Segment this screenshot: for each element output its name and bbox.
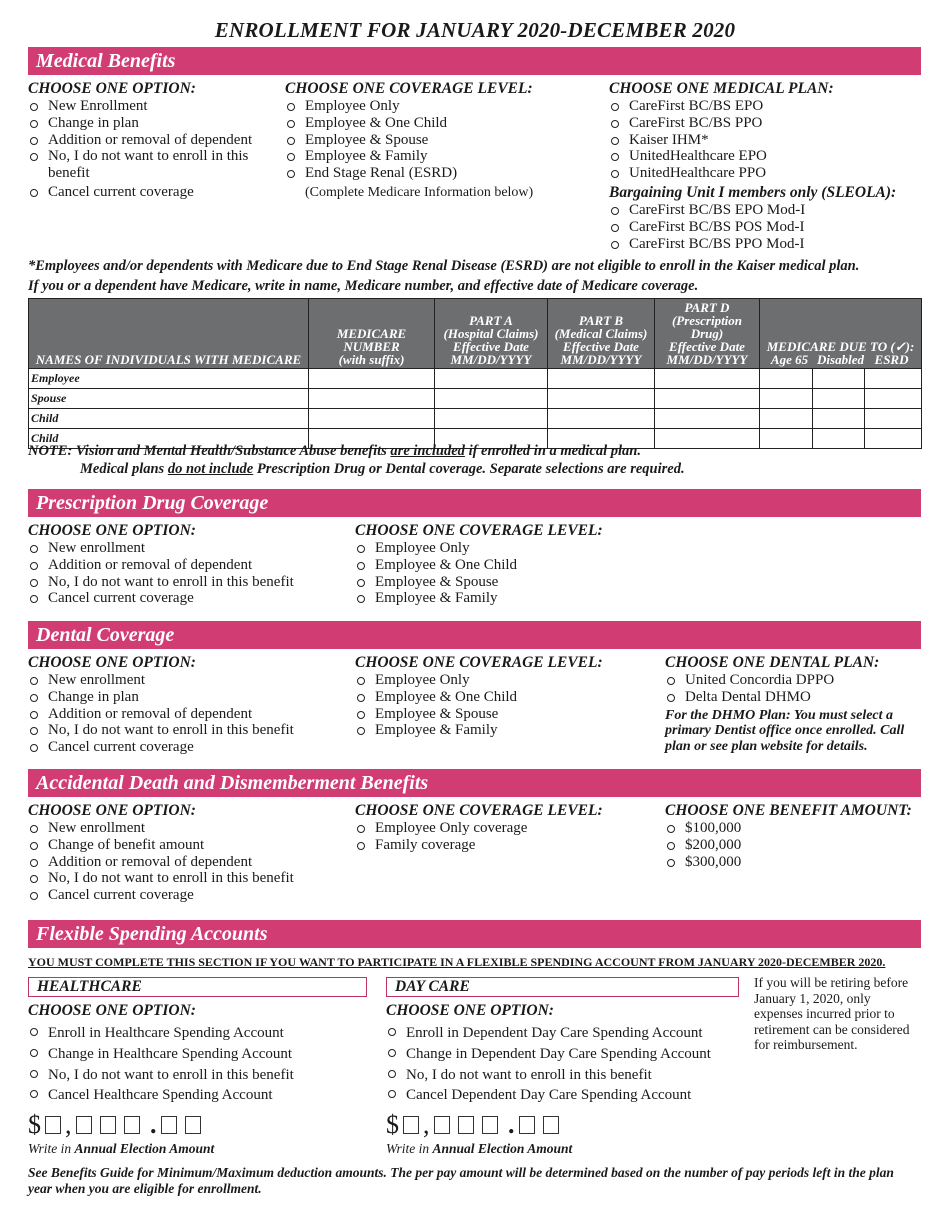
row-label-spouse: Spouse (29, 389, 309, 409)
add-option-new[interactable]: New enrollment (28, 820, 348, 837)
cell-input[interactable] (760, 389, 813, 409)
bargaining-heading: Bargaining Unit I members only (SLEOLA): (609, 183, 897, 201)
medicare-table (28, 298, 922, 449)
add-options (28, 802, 348, 904)
cell-input[interactable] (548, 369, 655, 389)
add-option-dependent[interactable]: Addition or removal of dependent (28, 854, 348, 871)
medical-levels (285, 80, 585, 201)
add-option-decline[interactable]: No, I do not want to enroll in this benefit (28, 870, 348, 887)
cell-input[interactable] (655, 369, 760, 389)
add-option-change[interactable]: Change of benefit amount (28, 837, 348, 854)
medical-level-esrd[interactable]: End Stage Renal (ESRD) (285, 165, 585, 182)
add-level-family[interactable]: Family coverage (355, 837, 655, 854)
plan-delta-dental[interactable]: Delta Dental DHMO (665, 689, 925, 706)
row-label-child: Child (29, 409, 309, 429)
retire-note: If you will be retiring before January 1, 2020, only expenses incurred prior to retirement can be considered for reimbursement. (754, 975, 910, 1053)
fsa-warning: YOU MUST COMPLETE THIS SECTION IF YOU WANT TO PARTICIPATE IN A FLEXIBLE SPENDING ACCOUNT FROM JANUARY 2020-DECEMBER 2020. (28, 955, 886, 969)
rx-option-cancel[interactable]: Cancel current coverage (28, 590, 348, 607)
cell-input[interactable] (760, 369, 813, 389)
add-section-header: Accidental Death and Dismemberment Benefits (28, 769, 921, 797)
medicare-col-part-a: PART A (Hospital Claims) Effective Date MM/DD/YYYY (435, 299, 548, 369)
medicare-note: If you or a dependent have Medicare, write in name, Medicare number, and effective date of Medicare coverage. (28, 278, 699, 294)
medical-option-new[interactable]: New Enrollment (28, 98, 278, 115)
cell-input[interactable] (865, 409, 922, 429)
cell-input[interactable] (813, 429, 865, 449)
daycare-write-in: Write in Annual Election Amount (386, 1141, 573, 1156)
medicare-col-number: MEDICARE NUMBER (with suffix) (309, 299, 435, 369)
plan-kaiser[interactable]: Kaiser IHM* (609, 132, 929, 149)
cell-input[interactable] (309, 369, 435, 389)
dental-level-one-child[interactable]: Employee & One Child (355, 689, 655, 706)
dental-level-heading: CHOOSE ONE COVERAGE LEVEL: (355, 654, 603, 671)
daycare-enroll[interactable]: Enroll in Dependent Day Care Spending Account (386, 1023, 746, 1044)
dental-section-header: Dental Coverage (28, 621, 921, 649)
dental-levels (355, 654, 655, 739)
cell-input[interactable] (655, 389, 760, 409)
medical-option-heading: CHOOSE ONE OPTION: (28, 80, 196, 97)
add-amount-200k[interactable]: $200,000 (665, 837, 925, 854)
medical-level-family[interactable]: Employee & Family (285, 148, 585, 165)
cell-input[interactable] (655, 409, 760, 429)
rx-dental-note: Medical plans do not include Prescription Drug or Dental coverage. Separate selections are required. (80, 461, 685, 477)
daycare-option-heading: CHOOSE ONE OPTION: (386, 1002, 554, 1019)
add-amount-100k[interactable]: $100,000 (665, 820, 925, 837)
dental-level-family[interactable]: Employee & Family (355, 722, 655, 739)
rx-levels (355, 522, 655, 607)
rx-option-new[interactable]: New enrollment (28, 540, 348, 557)
dental-level-employee[interactable]: Employee Only (355, 672, 655, 689)
healthcare-label: HEALTHCARE (28, 977, 367, 997)
medical-options (28, 80, 278, 201)
rx-option-decline[interactable]: No, I do not want to enroll in this benefit (28, 574, 348, 591)
healthcare-enroll[interactable]: Enroll in Healthcare Spending Account (28, 1023, 368, 1044)
dental-option-dependent[interactable]: Addition or removal of dependent (28, 706, 348, 723)
plan-carefirst-epo-mod[interactable]: CareFirst BC/BS EPO Mod-I (609, 202, 929, 219)
rx-level-family[interactable]: Employee & Family (355, 590, 655, 607)
medical-plan-heading: CHOOSE ONE MEDICAL PLAN: (609, 80, 834, 97)
cell-input[interactable] (548, 409, 655, 429)
cell-input[interactable] (435, 389, 548, 409)
fsa-footer-note: See Benefits Guide for Minimum/Maximum deduction amounts. The per pay amount will be determined based on the number of pay periods left in the plan year when you are eligible for enrollment. (28, 1165, 894, 1196)
esrd-note: *Employees and/or dependents with Medicare due to End Stage Renal Disease (ESRD) are not eligible to enroll in the Kaiser medical plan. (28, 258, 860, 274)
table-row (29, 389, 922, 409)
dental-option-cancel[interactable]: Cancel current coverage (28, 739, 348, 756)
medicare-col-part-d: PART D (Prescription Drug) Effective Date MM/DD/YYYY (655, 299, 760, 369)
row-label-child-2: Child (29, 429, 309, 449)
plan-united-concordia[interactable]: United Concordia DPPO (665, 672, 925, 689)
medical-option-change[interactable]: Change in plan (28, 115, 278, 132)
plan-carefirst-ppo-mod[interactable]: CareFirst BC/BS PPO Mod-I (609, 236, 929, 253)
dhmo-note: For the DHMO Plan: You must select a primary Dentist office once enrolled. Call plan or see plan website for details. (665, 707, 905, 754)
medical-level-spouse[interactable]: Employee & Spouse (285, 132, 585, 149)
dental-option-new[interactable]: New enrollment (28, 672, 348, 689)
cell-input[interactable] (760, 429, 813, 449)
dental-option-heading: CHOOSE ONE OPTION: (28, 654, 196, 671)
dental-plans (665, 654, 925, 754)
medical-section-header: Medical Benefits (28, 47, 921, 75)
plan-uhc-epo[interactable]: UnitedHealthcare EPO (609, 148, 929, 165)
medical-level-heading: CHOOSE ONE COVERAGE LEVEL: (285, 80, 533, 97)
dental-options (28, 654, 348, 756)
daycare-amount-field[interactable]: $ , . (386, 1112, 563, 1138)
cell-input[interactable] (865, 389, 922, 409)
row-label-employee: Employee (29, 369, 309, 389)
cell-input[interactable] (655, 429, 760, 449)
daycare-options (386, 1002, 746, 1106)
table-row (29, 409, 922, 429)
page-title: ENROLLMENT FOR JANUARY 2020-DECEMBER 2020 (214, 18, 736, 42)
healthcare-decline[interactable]: No, I do not want to enroll in this benefit (28, 1065, 368, 1086)
rx-level-heading: CHOOSE ONE COVERAGE LEVEL: (355, 522, 603, 539)
healthcare-cancel[interactable]: Cancel Healthcare Spending Account (28, 1085, 368, 1106)
add-levels (355, 802, 655, 854)
rx-section-header: Prescription Drug Coverage (28, 489, 921, 517)
add-level-employee[interactable]: Employee Only coverage (355, 820, 655, 837)
daycare-decline[interactable]: No, I do not want to enroll in this benefit (386, 1065, 746, 1086)
healthcare-option-heading: CHOOSE ONE OPTION: (28, 1002, 196, 1019)
plan-carefirst-pos-mod[interactable]: CareFirst BC/BS POS Mod-I (609, 219, 929, 236)
medical-option-cancel[interactable]: Cancel current coverage (28, 184, 278, 201)
medical-option-decline[interactable]: No, I do not want to enroll in this benefit (28, 148, 253, 182)
cell-input[interactable] (813, 409, 865, 429)
cell-input[interactable] (309, 409, 435, 429)
cell-input[interactable] (435, 369, 548, 389)
cell-input[interactable] (435, 409, 548, 429)
plan-carefirst-ppo[interactable]: CareFirst BC/BS PPO (609, 115, 929, 132)
add-amount-300k[interactable]: $300,000 (665, 854, 925, 871)
fsa-section-header: Flexible Spending Accounts (28, 920, 921, 948)
healthcare-change[interactable]: Change in Healthcare Spending Account (28, 1044, 368, 1065)
cell-input[interactable] (760, 409, 813, 429)
plan-uhc-ppo[interactable]: UnitedHealthcare PPO (609, 165, 929, 182)
healthcare-write-in: Write in Annual Election Amount (28, 1141, 215, 1156)
cell-input[interactable] (813, 389, 865, 409)
rx-option-dependent[interactable]: Addition or removal of dependent (28, 557, 348, 574)
dental-option-change[interactable]: Change in plan (28, 689, 348, 706)
daycare-cancel[interactable]: Cancel Dependent Day Care Spending Account (386, 1085, 746, 1106)
plan-carefirst-epo[interactable]: CareFirst BC/BS EPO (609, 98, 929, 115)
rx-option-heading: CHOOSE ONE OPTION: (28, 522, 196, 539)
medicare-col-part-b: PART B (Medical Claims) Effective Date MM/DD/YYYY (548, 299, 655, 369)
vision-note: NOTE: Vision and Mental Health/Substance Abuse benefits are included if enrolled in a medical plan. (28, 443, 641, 459)
medicare-col-names: NAMES OF INDIVIDUALS WITH MEDICARE (29, 299, 309, 369)
medical-level-one-child[interactable]: Employee & One Child (285, 115, 585, 132)
medical-option-dependent[interactable]: Addition or removal of dependent (28, 132, 278, 149)
dental-plan-heading: CHOOSE ONE DENTAL PLAN: (665, 654, 880, 671)
add-amount-heading: CHOOSE ONE BENEFIT AMOUNT: (665, 802, 912, 819)
daycare-label: DAY CARE (386, 977, 739, 997)
cell-input[interactable] (865, 429, 922, 449)
dental-option-decline[interactable]: No, I do not want to enroll in this benefit (28, 722, 348, 739)
add-amounts (665, 802, 925, 870)
dental-level-spouse[interactable]: Employee & Spouse (355, 706, 655, 723)
medical-levels-note: (Complete Medicare Information below) (305, 184, 534, 200)
medical-level-employee[interactable]: Employee Only (285, 98, 585, 115)
medical-plans (609, 80, 929, 252)
rx-options (28, 522, 348, 607)
rx-level-spouse[interactable]: Employee & Spouse (355, 574, 655, 591)
cell-input[interactable] (548, 389, 655, 409)
add-option-heading: CHOOSE ONE OPTION: (28, 802, 196, 819)
add-option-cancel[interactable]: Cancel current coverage (28, 887, 348, 904)
rx-level-one-child[interactable]: Employee & One Child (355, 557, 655, 574)
cell-input[interactable] (813, 369, 865, 389)
healthcare-options (28, 1002, 368, 1106)
rx-level-employee[interactable]: Employee Only (355, 540, 655, 557)
add-level-heading: CHOOSE ONE COVERAGE LEVEL: (355, 802, 603, 819)
cell-input[interactable] (865, 369, 922, 389)
healthcare-amount-field[interactable]: $ , . (28, 1112, 205, 1138)
cell-input[interactable] (309, 389, 435, 409)
daycare-change[interactable]: Change in Dependent Day Care Spending Account (386, 1044, 746, 1065)
table-row (29, 369, 922, 389)
medicare-col-due: MEDICARE DUE TO (✓): Age 65 Disabled ESRD (760, 299, 922, 369)
